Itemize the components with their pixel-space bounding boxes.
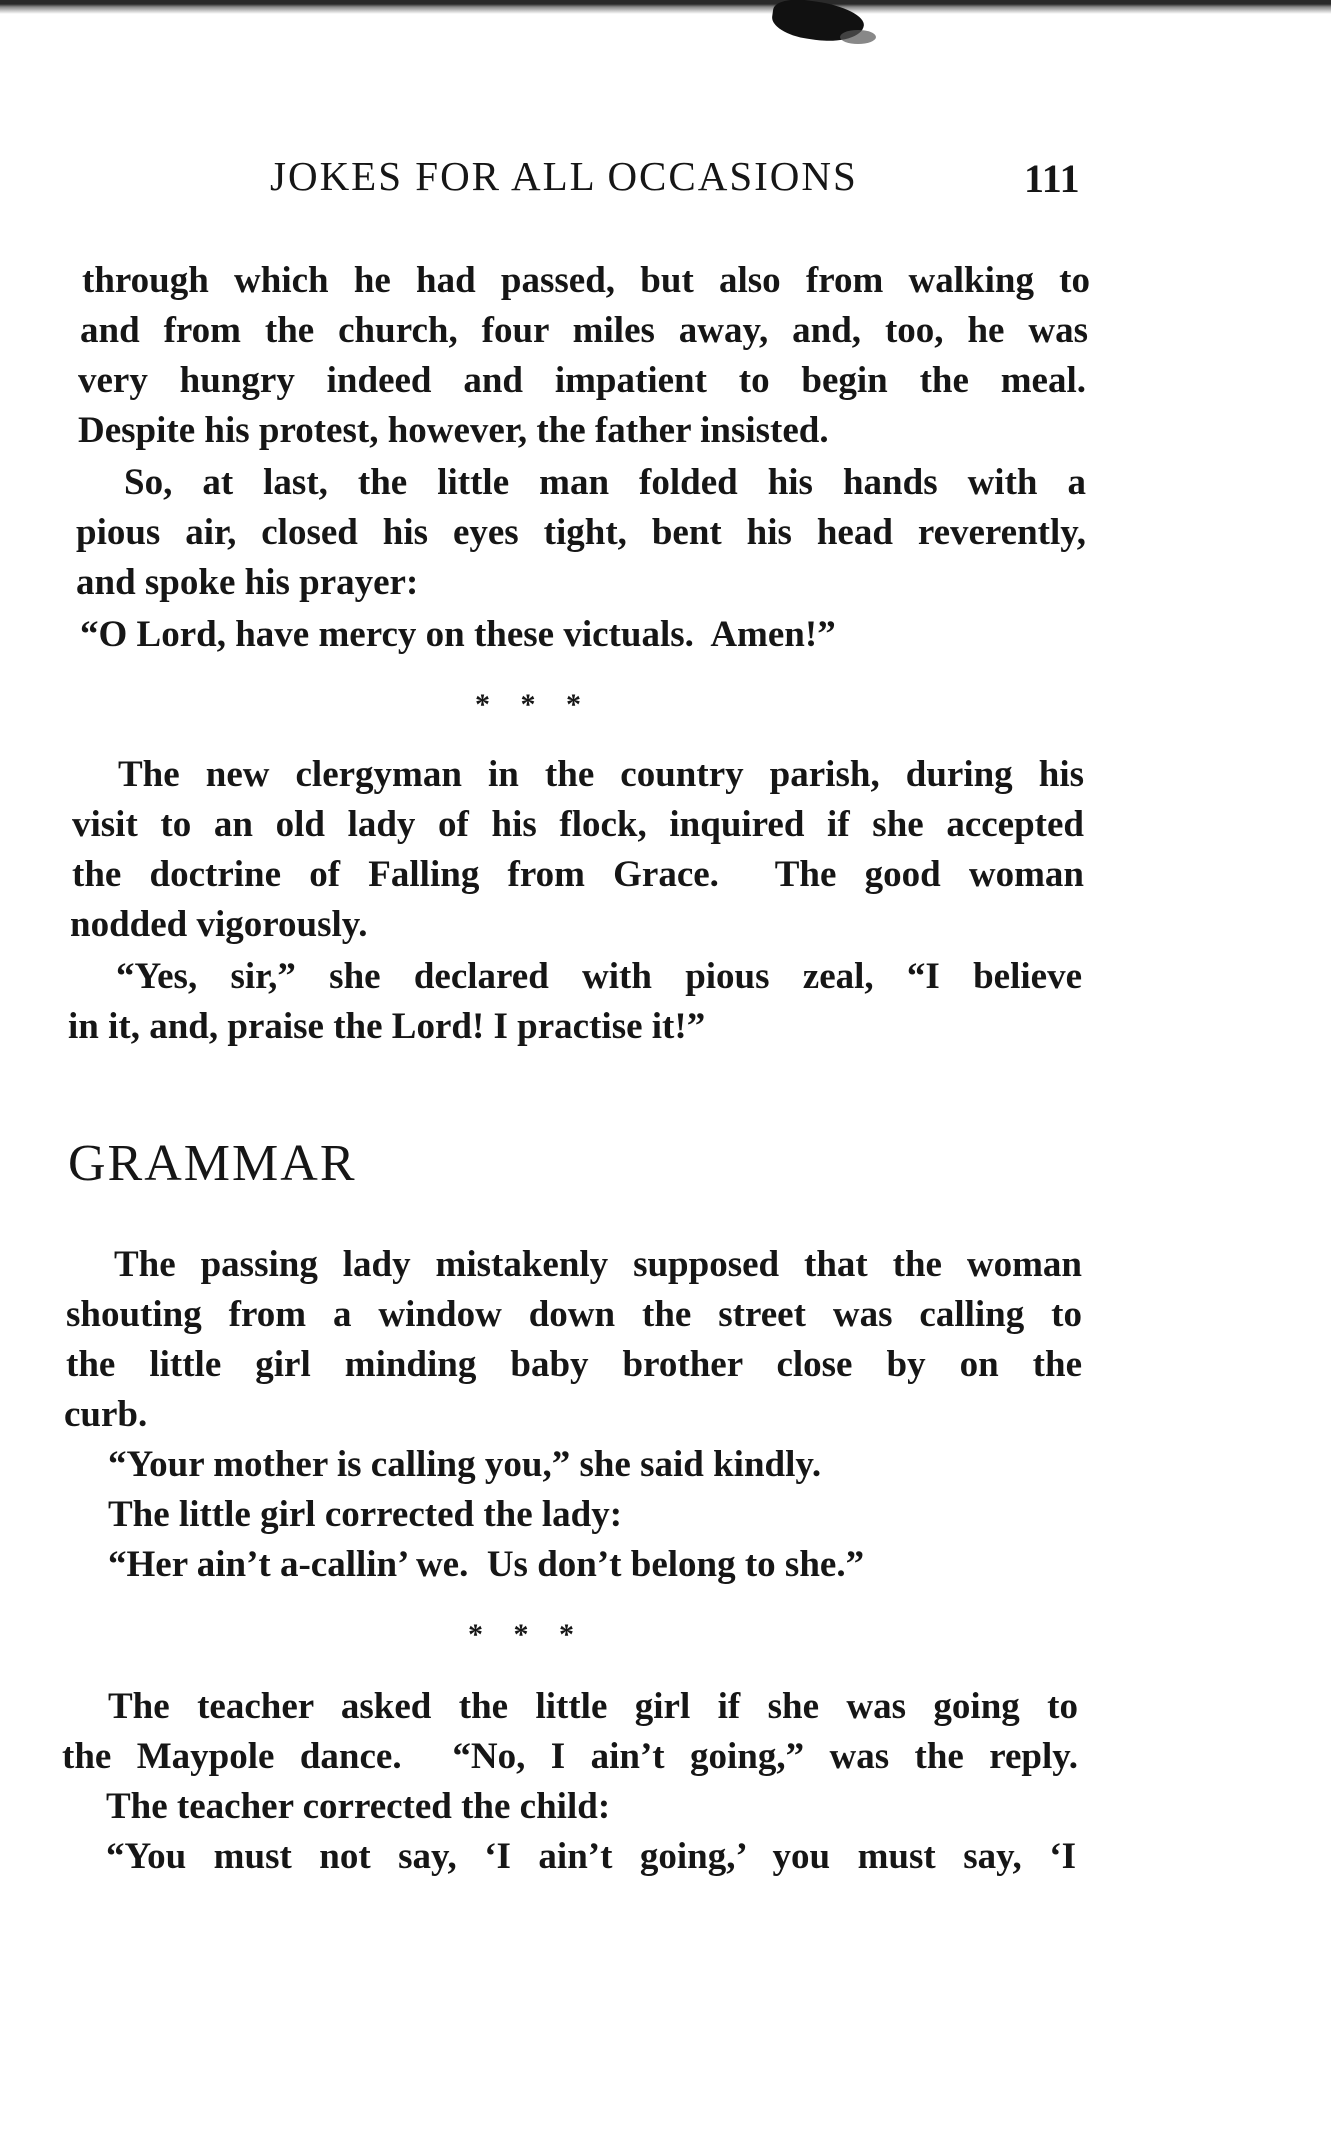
text-line: The teacher corrected the child: bbox=[106, 1786, 611, 1827]
text-line: “You must not say, ‘I ain’t going,’ you must say, ‘I bbox=[106, 1836, 1076, 1877]
text-line: the doctrine of Falling from Grace. The good woman bbox=[72, 854, 1084, 895]
text-line: and spoke his prayer: bbox=[76, 562, 419, 603]
text-line: The little girl corrected the lady: bbox=[108, 1494, 623, 1535]
text-line: the Maypole dance. “No, I ain’t going,” was the reply. bbox=[62, 1736, 1078, 1777]
page-number: 111 bbox=[1024, 156, 1080, 201]
running-title: JOKES FOR ALL OCCASIONS bbox=[270, 153, 858, 199]
text-line: shouting from a window down the street was calling to bbox=[66, 1294, 1082, 1335]
text-line: “Her ain’t a-callin’ we. Us don’t belong to she.” bbox=[108, 1544, 865, 1585]
text-line: through which he had passed, but also from walking to bbox=[82, 260, 1090, 301]
section-separator: * * * bbox=[468, 1618, 576, 1651]
text-line: “Your mother is calling you,” she said kindly. bbox=[108, 1444, 822, 1485]
text-line: and from the church, four miles away, and, too, he was bbox=[80, 310, 1088, 351]
page-top-edge bbox=[0, 0, 1331, 14]
section-separator: * * * bbox=[475, 688, 583, 721]
text-line: “O Lord, have mercy on these victuals. Amen!” bbox=[80, 614, 836, 655]
text-line: in it, and, praise the Lord! I practise it!” bbox=[68, 1006, 706, 1047]
ink-smudge bbox=[840, 30, 876, 44]
text-line: pious air, closed his eyes tight, bent his head reverently, bbox=[76, 512, 1086, 553]
text-line: So, at last, the little man folded his hands with a bbox=[124, 462, 1086, 503]
text-line: curb. bbox=[64, 1394, 148, 1435]
text-line: nodded vigorously. bbox=[70, 904, 368, 945]
text-line: Despite his protest, however, the father insisted. bbox=[78, 410, 829, 451]
text-line: The new clergyman in the country parish, during his bbox=[118, 754, 1084, 795]
text-line: very hungry indeed and impatient to begin the meal. bbox=[78, 360, 1086, 401]
section-heading: GRAMMAR bbox=[68, 1135, 357, 1192]
text-line: The teacher asked the little girl if she was going to bbox=[108, 1686, 1078, 1727]
text-line: The passing lady mistakenly supposed that the woman bbox=[114, 1244, 1082, 1285]
text-line: “Yes, sir,” she declared with pious zeal, “I believe bbox=[116, 956, 1082, 997]
text-line: the little girl minding baby brother close by on the bbox=[66, 1344, 1082, 1385]
text-line: visit to an old lady of his flock, inquired if she accepted bbox=[72, 804, 1084, 845]
